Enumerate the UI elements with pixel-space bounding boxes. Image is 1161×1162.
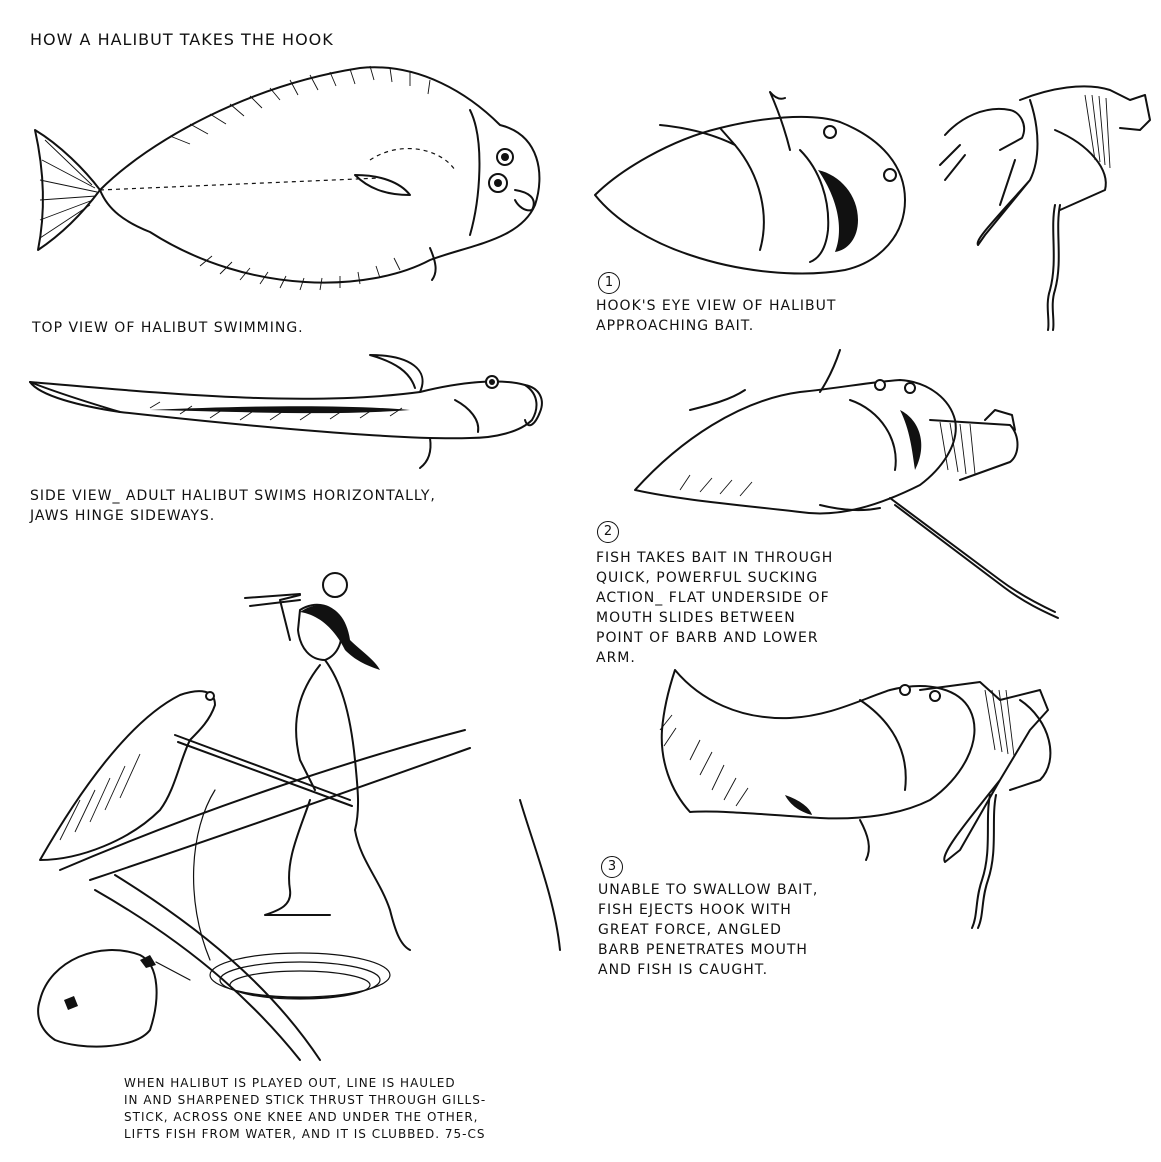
halibut-top-view-drawing: [35, 66, 539, 290]
step1-drawing: [595, 86, 1150, 330]
step3-caption: UNABLE TO SWALLOW BAIT, FISH EJECTS HOOK WITH GREAT FORCE, ANGLED BARB PENETRATES MOUTH AND FISH IS CAUGHT.: [598, 882, 819, 978]
fisherman-scene-drawing: [38, 573, 560, 1060]
page-title: HOW A HALIBUT TAKES THE HOOK: [30, 30, 334, 49]
step2-number: 2: [597, 521, 619, 543]
step1-caption: HOOK'S EYE VIEW OF HALIBUT APPROACHING BAIT.: [596, 298, 837, 334]
fisherman-caption: WHEN HALIBUT IS PLAYED OUT, LINE IS HAULED IN AND SHARPENED STICK THRUST THROUGH GILLS- STICK, ACROSS ONE KNEE AND UNDER THE OTHER, LIFTS FISH FROM WATER, AND IT IS CLUBBED. 75-CS: [124, 1076, 487, 1141]
halibut-side-view-drawing: [30, 355, 542, 468]
side-view-caption: SIDE VIEW_ ADULT HALIBUT SWIMS HORIZONTALLY, JAWS HINGE SIDEWAYS.: [30, 488, 436, 524]
step2-caption: FISH TAKES BAIT IN THROUGH QUICK, POWERFUL SUCKING ACTION_ FLAT UNDERSIDE OF MOUTH SLIDES BETWEEN POINT OF BARB AND LOWER ARM.: [596, 550, 834, 666]
top-view-caption: TOP VIEW OF HALIBUT SWIMMING.: [32, 320, 304, 336]
step3-number: 3: [601, 856, 623, 878]
step1-number: 1: [598, 272, 620, 294]
